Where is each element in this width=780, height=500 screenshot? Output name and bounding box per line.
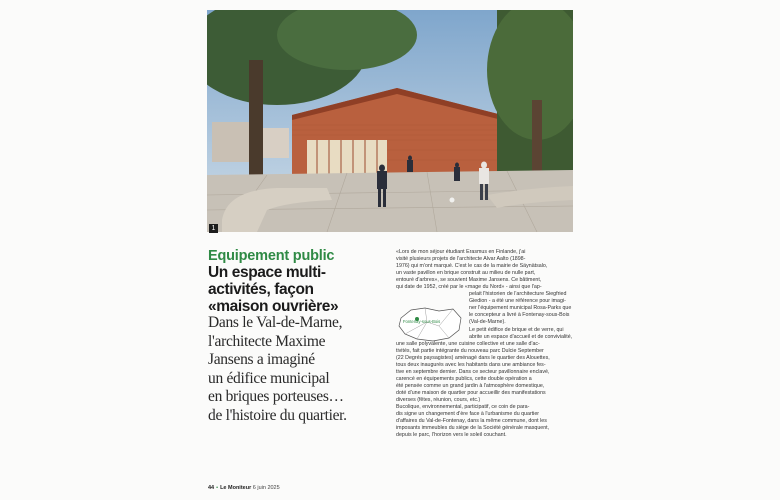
body-line: Le petit édifice de brique et de verre, qui <box>469 326 564 333</box>
publication-name: Le Moniteur <box>220 485 252 491</box>
issue-date: 6 juin 2025 <box>252 485 280 491</box>
body-line: tous deux inaugurés avec les habitants dans une ambiance fes- <box>396 361 546 368</box>
body-line: visité plusieurs projets de l'architecte Alvar Aalto (1898- <box>396 256 526 263</box>
body-line: (Val-de-Marne). <box>469 319 506 326</box>
dek-line: de l'histoire du quartier. <box>208 406 347 424</box>
body-line: tive en septembre dernier. Dans ce secteur pavillonnaire enclavé, <box>396 368 550 375</box>
body-line: le concepteur a livré à Fontenay-sous-Bois <box>469 312 570 319</box>
map-icon <box>395 304 465 344</box>
body-line: d'affaires du Val-de-Fontenay, dans la même commune, dont les <box>396 418 547 425</box>
dek-line: l'architecte Maxime <box>208 332 326 350</box>
photo-number: 1 <box>209 224 218 233</box>
article-headline <box>208 264 378 315</box>
body-line: abrite un espace d'accueil et de convivialité, <box>469 333 573 340</box>
page-number: 44 <box>208 485 215 491</box>
body-line: imposants immeubles du siège de la Société générale masquent, <box>396 425 550 432</box>
body-line: pelait l'historien de l'architecture Siegfried <box>469 291 567 298</box>
dek-line: en briques porteuses… <box>208 388 344 405</box>
article-kicker: Equipement public <box>208 248 335 264</box>
article-body <box>396 249 576 439</box>
dek-line: Dans le Val-de-Marne, <box>208 314 343 331</box>
body-line: entouré d'arbres», se souvient Maxime Jansens. Ce bâtiment, <box>396 277 542 284</box>
body-line: été pensée comme un grand jardin à l'atmosphère domestique, <box>396 382 545 389</box>
body-line: carencé en équipements publics, cette double opération a <box>396 375 532 382</box>
body-line: depuis le parc, l'horizon vers le soleil couchant. <box>396 432 507 439</box>
page-footer <box>208 485 280 491</box>
body-line: qui date de 1952, créé par le «mage du Nord» - ainsi que l'ap- <box>396 284 542 291</box>
body-line: une salle polyvalente, une cuisine collective et une salle d'ac- <box>396 340 540 347</box>
dek-line: un édifice municipal <box>208 369 330 387</box>
body-line: ner l'équipement municipal Rosa-Parks que <box>469 305 572 312</box>
article-dek <box>208 314 378 425</box>
dek-line: Jansens a imaginé <box>208 351 315 368</box>
map-label: Fontenay-sous-Bois <box>403 319 441 324</box>
body-line: un vaste pavillon en brique construit au milieu de nulle part, <box>396 270 536 277</box>
location-map <box>395 304 465 344</box>
article-photo <box>207 10 573 232</box>
body-line: 1976) qui m'ont marqué. C'est le cas de la mairie de Säynätsalo, <box>396 263 548 270</box>
body-line: Giedion - a été une référence pour imagi- <box>469 298 566 305</box>
body-line: Bucolique, environnemental, participatif, ce coin de para- <box>396 404 530 411</box>
body-line: tivités, fait partie intégrante du nouveau parc Dulcie September <box>396 347 544 354</box>
body-line: «Lors de mon séjour étudiant Erasmus en Finlande, j'ai <box>396 249 526 255</box>
body-line: doté d'une maison de quartier pour accueillir des manifestations <box>396 389 546 396</box>
body-line: diverses (fêtes, réunion, cours, etc.) <box>396 396 481 403</box>
headline-line: «maison ouvrière» <box>208 298 339 315</box>
body-line: dis signe un changement d'ère face à l'urbanisme du quartier <box>396 411 540 418</box>
footer-separator: • <box>216 485 219 491</box>
photo-illustration <box>207 10 573 232</box>
body-line: (22 Degrés paysagistes) aménagé dans le quartier des Alouettes, <box>396 354 550 361</box>
headline-line: activités, façon <box>208 281 314 298</box>
headline-line: Un espace multi- <box>208 264 326 281</box>
